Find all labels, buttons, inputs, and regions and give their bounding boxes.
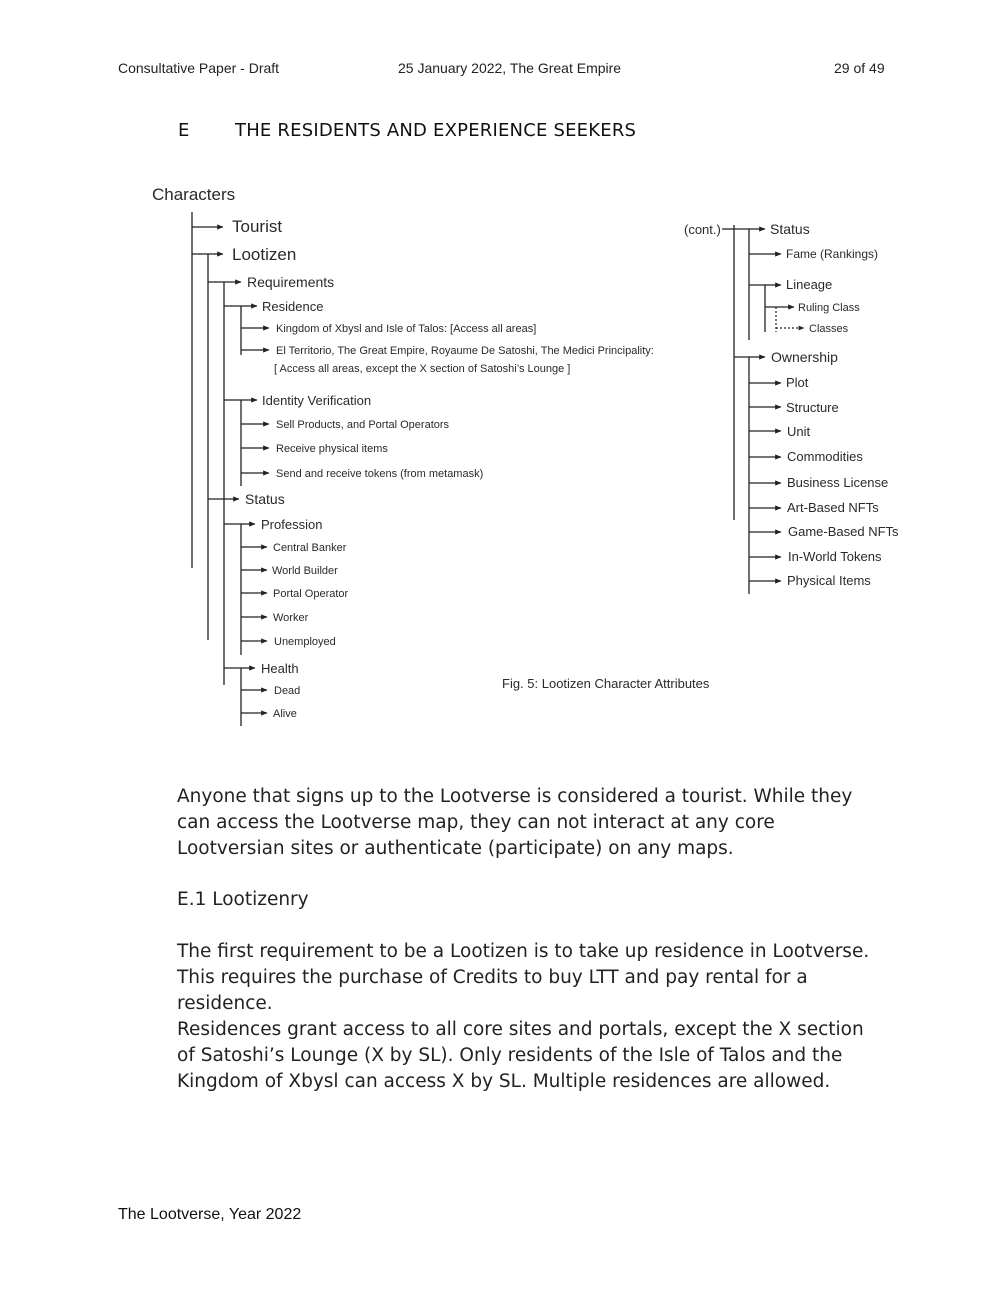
node-profession-item: Unemployed (274, 636, 336, 648)
node-fame: Fame (Rankings) (786, 247, 879, 261)
paragraph-residences: Residences grant access to all core sites and portals, except the X section of Satoshi’s Lounge (X by SL). Only residents of the Isle of Talos and the Kingdom of Xbysl can access X by SL. Multiple residences are allowed. (177, 1019, 864, 1092)
node-health: Health (261, 661, 299, 676)
node-health-item: Dead (274, 685, 301, 697)
node-profession-item: Worker (273, 612, 309, 624)
node-ownership-item: In-World Tokens (788, 549, 882, 564)
node-identity-item: Receive physical items (276, 443, 388, 455)
header-left-title: Consultative Paper - Draft (118, 60, 280, 76)
node-tourist: Tourist (232, 217, 283, 236)
node-characters: Characters (152, 185, 236, 204)
node-ownership-item: Plot (786, 375, 809, 390)
paragraph-requirement: The first requirement to be a Lootizen is to take up residence in Lootverse. This requires the purchase of Credits to buy LTT and pay rental for a residence. (177, 941, 870, 1014)
header-date-location: 25 January 2022, The Great Empire (398, 60, 622, 76)
node-residence-item: Kingdom of Xbysl and Isle of Talos: [Access all areas] (276, 323, 537, 335)
node-lineage-item: Ruling Class (798, 302, 860, 314)
node-profession-item: Portal Operator (273, 588, 349, 600)
node-residence: Residence (262, 299, 324, 314)
node-health-item: Alive (273, 708, 297, 720)
node-ownership-item: Art-Based NFTs (787, 500, 879, 515)
node-identity-item: Sell Products, and Portal Operators (276, 419, 450, 431)
node-profession-item: Central Banker (273, 542, 347, 554)
section-number: E (178, 120, 190, 141)
node-ownership-item: Unit (787, 424, 811, 439)
node-cont-label: (cont.) (684, 222, 721, 237)
node-residence-item: El Territorio, The Great Empire, Royaume De Satoshi, The Medici Principality: (276, 345, 654, 357)
node-requirements: Requirements (247, 274, 335, 290)
paragraph-tourist: Anyone that signs up to the Lootverse is considered a tourist. While they can access the Lootverse map, they can not interact at any core Lootversian sites or authenticate (participate) on any maps. (177, 786, 853, 859)
node-ownership-item: Business License (787, 475, 889, 490)
node-ownership-item: Physical Items (787, 573, 871, 588)
node-profession-item: World Builder (272, 565, 338, 577)
subsection-heading: E.1 Lootizenry (177, 889, 309, 910)
header-page-number: 29 of 49 (834, 60, 885, 76)
node-ownership-item: Game-Based NFTs (788, 524, 899, 539)
node-ownership-item: Structure (786, 400, 839, 415)
node-identity-verification: Identity Verification (262, 393, 372, 408)
node-identity-item: Send and receive tokens (from metamask) (276, 468, 484, 480)
node-residence-item: [ Access all areas, except the X section of Satoshi’s Lounge ] (274, 363, 571, 375)
node-ownership: Ownership (771, 349, 838, 365)
node-ownership-item: Commodities (787, 449, 863, 464)
node-cont-status: Status (770, 221, 810, 237)
footer-text: The Lootverse, Year 2022 (118, 1206, 302, 1223)
section-title: THE RESIDENTS AND EXPERIENCE SEEKERS (235, 120, 637, 141)
node-lootizen: Lootizen (232, 245, 297, 264)
node-status: Status (245, 491, 285, 507)
node-lineage: Lineage (786, 277, 833, 292)
node-profession: Profession (261, 517, 323, 532)
node-lineage-item: Classes (809, 323, 849, 335)
figure-caption: Fig. 5: Lootizen Character Attributes (502, 676, 710, 691)
